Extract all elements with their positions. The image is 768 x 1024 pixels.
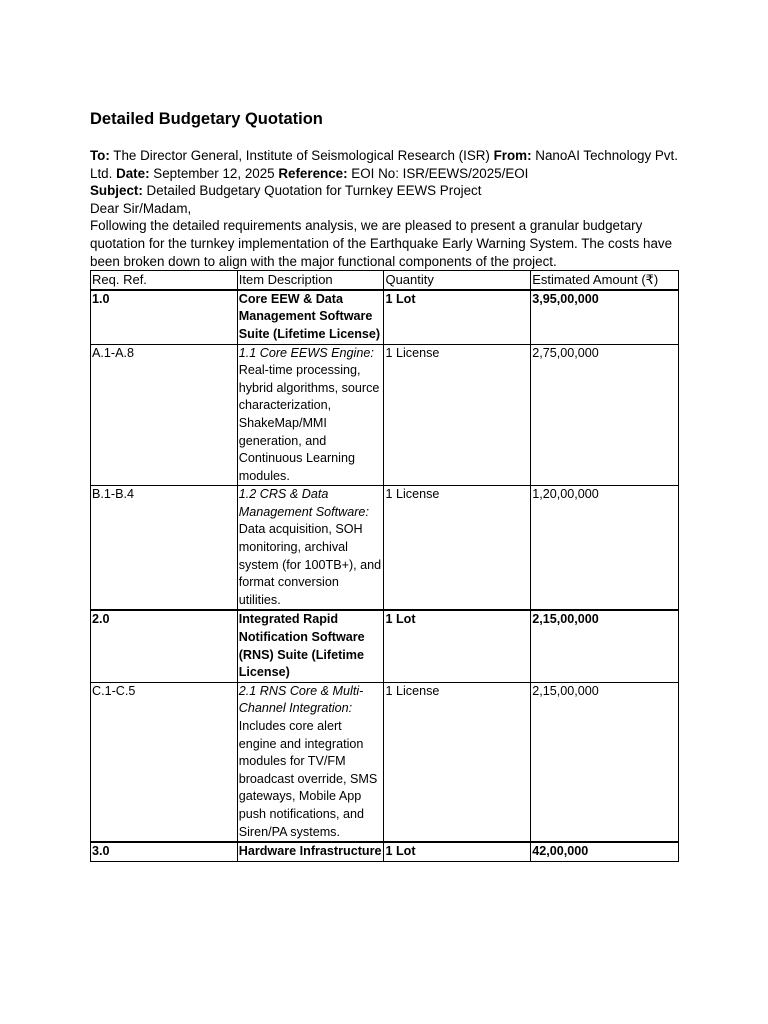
cell-description: 1.2 CRS & Data Management Software: Data acquisition, SOH monitoring, archival system (for 100TB+), and format conversion utilities. bbox=[237, 486, 384, 611]
cell-ref: 2.0 bbox=[91, 610, 238, 682]
from-label: From: bbox=[493, 148, 532, 163]
cell-amount: 1,20,00,000 bbox=[531, 486, 679, 611]
cell-description: 1.1 Core EEWS Engine: Real-time processing, hybrid algorithms, source characterization, ShakeMap/MMI generation, and Continuous Learning modules. bbox=[237, 344, 384, 486]
subject-line bbox=[90, 182, 680, 200]
table-row bbox=[91, 344, 679, 486]
cell-ref: 3.0 bbox=[91, 842, 238, 861]
cell-amount: 2,75,00,000 bbox=[531, 344, 679, 486]
cell-description: Hardware Infrastructure bbox=[237, 842, 384, 861]
table-row bbox=[91, 610, 679, 682]
table-row bbox=[91, 682, 679, 842]
cell-quantity: 1 License bbox=[384, 486, 531, 611]
date-label: Date: bbox=[116, 165, 150, 181]
cell-ref: A.1-A.8 bbox=[91, 344, 238, 486]
to-value: The Director General, Institute of Seismological Research (ISR) bbox=[109, 148, 494, 163]
document-page bbox=[90, 108, 680, 862]
header-amount: Estimated Amount (₹) bbox=[531, 271, 679, 290]
date-value: September 12, 2025 bbox=[149, 165, 279, 181]
table-row bbox=[91, 486, 679, 611]
to-label: To: bbox=[90, 148, 110, 163]
cell-quantity: 1 Lot bbox=[384, 610, 531, 682]
table-header-row bbox=[91, 271, 679, 290]
cell-quantity: 1 License bbox=[384, 344, 531, 486]
table-row bbox=[91, 290, 679, 344]
document-title: Detailed Budgetary Quotation bbox=[90, 110, 323, 128]
cell-quantity: 1 Lot bbox=[384, 842, 531, 861]
header-description: Item Description bbox=[237, 271, 384, 290]
salutation: Dear Sir/Madam, bbox=[90, 200, 192, 216]
cell-ref: B.1-B.4 bbox=[91, 486, 238, 611]
subject-value: Detailed Budgetary Quotation for Turnkey EEWS Project bbox=[142, 183, 482, 199]
intro-paragraph: Following the detailed requirements analysis, we are pleased to present a granular budgetary quotation for the turnkey implementation of the Earthquake Early Warning System. The costs have been broken down to align with the major functional components of the project. bbox=[90, 218, 673, 269]
cell-description: 2.1 RNS Core & Multi-Channel Integration: Includes core alert engine and integration modules for TV/FM broadcast override, SMS gateways, Mobile App push notifications, and Siren/PA systems. bbox=[237, 682, 384, 842]
table-row bbox=[91, 842, 679, 861]
cell-amount: 42,00,000 bbox=[531, 842, 679, 861]
header-block bbox=[90, 147, 680, 182]
cell-description: Core EEW & Data Management Software Suite (Lifetime License) bbox=[237, 290, 384, 344]
reference-label: Reference: bbox=[278, 165, 348, 181]
cell-quantity: 1 Lot bbox=[384, 290, 531, 344]
cell-amount: 2,15,00,000 bbox=[531, 610, 679, 682]
quotation-table bbox=[90, 270, 679, 862]
reference-value: EOI No: ISR/EEWS/2025/EOI bbox=[347, 165, 529, 181]
cell-quantity: 1 License bbox=[384, 682, 531, 842]
subject-label: Subject: bbox=[90, 183, 143, 199]
cell-amount: 3,95,00,000 bbox=[531, 290, 679, 344]
header-ref: Req. Ref. bbox=[91, 271, 238, 290]
from-value: NanoAI Technology Pvt. Ltd. bbox=[90, 148, 678, 181]
cell-description: Integrated Rapid Notification Software (RNS) Suite (Lifetime License) bbox=[237, 610, 384, 682]
cell-amount: 2,15,00,000 bbox=[531, 682, 679, 842]
header-quantity: Quantity bbox=[384, 271, 531, 290]
cell-ref: C.1-C.5 bbox=[91, 682, 238, 842]
cell-ref: 1.0 bbox=[91, 290, 238, 344]
